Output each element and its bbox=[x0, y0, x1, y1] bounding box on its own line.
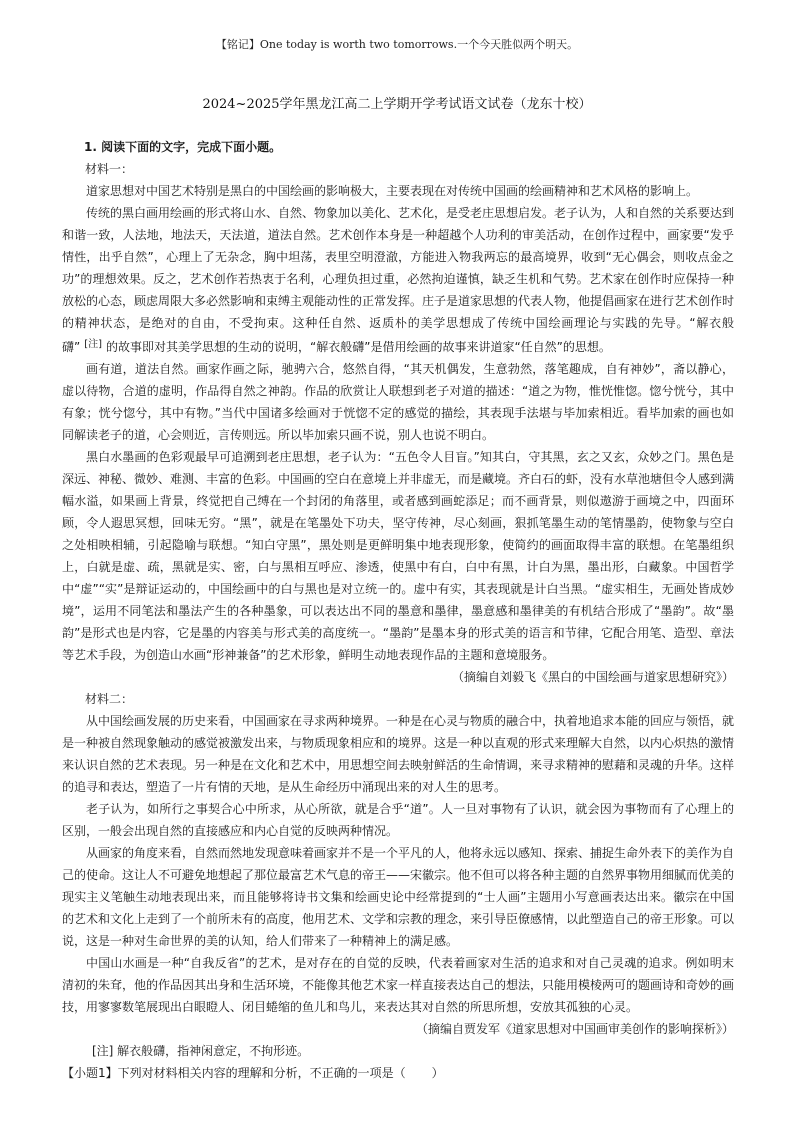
subquestion-1-close: ） bbox=[431, 1066, 444, 1080]
question-body bbox=[62, 136, 734, 1084]
motto-banner: 【铭记】One today is worth two tomorrows.一个今天胜似两个明天。 bbox=[215, 38, 579, 51]
material1-paragraph-1: 道家思想对中国艺术特别是黑白的中国绘画的影响极大，主要表现在对传统中国画的绘画精神和艺术风格的影响上。 bbox=[86, 184, 699, 198]
material2-paragraph-1: 从中国绘画发展的历史来看，中国画家在寻求两种境界。一种是在心灵与物质的融合中，执着地追求本能的回应与领悟，就是一种被自然现象触动的感觉被激发出来，与物质现象相应和的境界。这是一种以直观的形式来理解大自然，以内心炽热的激情来认识自然的艺术表现。另一种是在文化和艺术中，用思想空间去映射鲜活的生命情调，来寻求精神的慰藉和灵魂的升华。这样的追寻和表达，塑造了一片有情的天地，是从生命经历中涌现出来的对人生的思考。 bbox=[62, 714, 735, 794]
material1-paragraph-3: 画有道，道法自然。画家作画之际，驰骋六合，悠然自得，“其天机偶发，生意勃然，落笔趣成，自有神妙”，斋以静心，虚以待物，合道的虚明，作品得自然之神韵。作品的欣赏让人联想到老子对道的描述：“道之为物，惟恍惟惚。惚兮恍兮，其中有象；恍兮惚兮，其中有物。”当代中国诸多绘画对于恍惚不定的感觉的描绘，其表现手法堪与毕加索相近。看毕加索的画也如同解读老子的道，心会则近，言传则远。所以毕加索只画不说，别人也说不明白。 bbox=[62, 362, 734, 442]
footnote-marker: [注] bbox=[84, 339, 103, 350]
material2-label: 材料二： bbox=[85, 692, 134, 706]
material1-paragraph-4: 黑白水墨画的色彩观最早可追溯到老庄思想，老子认为：“五色令人目盲。”知其白，守其黑，玄之又玄，众妙之门。黑色是深远、神秘、微妙、难测、丰富的色彩。中国画的空白在意境上并非虚无，而是藏境。齐白石的虾，没有水草池塘但令人感到满幅水溢，如果画上背景，终觉把自己缚在一个封闭的角落里，或者感到画蛇添足；而不画背景，则似遨游于画境之中，四面环顾，令人遐思冥想，回味无穷。“黑”，就是在笔墨处下功夫，坚守传神，尽心刻画，狠抓笔墨生动的笔情墨韵，使物象与空白之处相映相辅，引起隐喻与联想。“知白守黑”，黑处则是更鲜明集中地表现形象，使简约的画面取得丰富的联想。在笔墨组织上，白就是虚、疏，黑就是实、密，白与黑相互呼应、渗透，使黑中有白，白中有黑，计白为黑，墨出形，白藏象。中国哲学中“虚”“实”是辩证运动的，中国绘画中的白与黑也是对立统一的。虚中有实，其表现就是计白当黑。“虚实相生，无画处皆成妙境”，运用不同笔法和墨法产生的各种墨象，可以表达出不同的墨意和墨律，墨意感和墨律美的有机结合形成了“墨韵”。故“墨韵”是形式也是内容，它是墨的内容美与形式美的高度统一。“墨韵”是墨本身的形式美的语言和节律，它配合用笔、造型、章法等艺术手段，为创造山水画“形神兼备”的艺术形象，鲜明生动地表现作品的主题和意境服务。 bbox=[62, 450, 735, 662]
subquestion-1-label: 【小题1】下列对材料相关内容的理解和分析，不正确的一项是（ bbox=[62, 1066, 406, 1080]
material1-paragraph-2-text: 传统的黑白画用绘画的形式将山水、自然、物象加以美化、艺术化，是受老庄思想启发。老子认为，人和自然的关系要达到和谐一致，人法地，地法天，天法道，道法自然。艺术创作本身是一种超越个人功利的审美活动，在创作过程中，画家要“发乎情性，出乎自然”，心理上了无杂念，胸中坦荡，表里空明澄澈，方能进入物我两忘的最高境界，收到“无心偶会，则收点金之功”的理想效果。反之，艺术创作若热衷于名利，心理负担过重，必然拘迫谨慎，缺乏生机和气势。艺术家在创作时应保持一种放松的心态，顾虑周限大多必然影响和束缚主观能动性的正常发挥。庄子是道家思想的代表人物，他提倡画家在进行艺术创作时的精神状态，是绝对的自由，不受拘束。这种任自然、返质朴的美学思想成了传统中国绘画理论与实践的先导。“解衣般礴” bbox=[62, 206, 735, 354]
material2-source: （摘编自贾发军《道家思想对中国画审美创作的影响探析》） bbox=[415, 1022, 734, 1036]
question-heading: 1. 阅读下面的文字，完成下面小题。 bbox=[84, 140, 282, 154]
material1-source: （摘编自刘毅飞《黑白的中国绘画与道家思想研究》） bbox=[451, 670, 734, 684]
material2-paragraph-3: 从画家的角度来看，自然而然地发现意味着画家并不是一个平凡的人，他将永远以感知、探索、捕捉生命外表下的美作为自己的使命。这让人不可避免地想起了那位最富艺术气息的帝王——宋徽宗。他不但可以将各种主题的自然界事物用细腻而优美的现实主义笔触生动地表现出来，而且能够将诗书文集和绘画史论中经常提到的“士人画”主题用小写意画表达出来。徽宗在中国的艺术和文化上走到了一个前所未有的高度，他用艺术、文学和宗教的理念，来引导臣僚感情，以此塑造自己的帝王形象。可以说，这是一种对生命世界的美的认知，给人们带来了一种精神上的满足感。 bbox=[62, 846, 735, 948]
material1-paragraph-2-text-cont: 的故事即对其美学思想的生动的说明，“解衣般礴”是借用绘画的故事来讲道家“任自然”的思想。 bbox=[106, 340, 611, 354]
material1-label: 材料一： bbox=[85, 162, 134, 176]
footnote: [注] 解衣般礴，指神闲意定，不拘形迹。 bbox=[92, 1044, 310, 1058]
exam-title: 2024~2025学年黑龙江高二上学期开学考试语文试卷（龙东十校） bbox=[202, 97, 592, 112]
subquestion-1 bbox=[62, 1062, 734, 1084]
material2-paragraph-4: 中国山水画是一种“自我反省”的艺术，是对存在的自觉的反映，代表着画家对生活的追求和对自己灵魂的追求。例如明末清初的朱耷，他的作品因其出身和生活环境，不能像其他艺术家一样直接表达自己的想法，只能用模棱两可的题画诗和奇妙的画技，用寥寥数笔展现出白眼瞪人、闭目蜷缩的鱼儿和鸟儿，来表达其对自然的所思所想，安放其孤独的心灵。 bbox=[62, 956, 735, 1014]
material1-paragraph-2 bbox=[62, 202, 734, 358]
material2-paragraph-2: 老子认为，如所行之事契合心中所求，从心所欲，就是合乎“道”。人一旦对事物有了认识，就会因为事物而有了心理上的区别，一般会出现自然的直接感应和内心自觉的反映两种情况。 bbox=[62, 802, 734, 838]
